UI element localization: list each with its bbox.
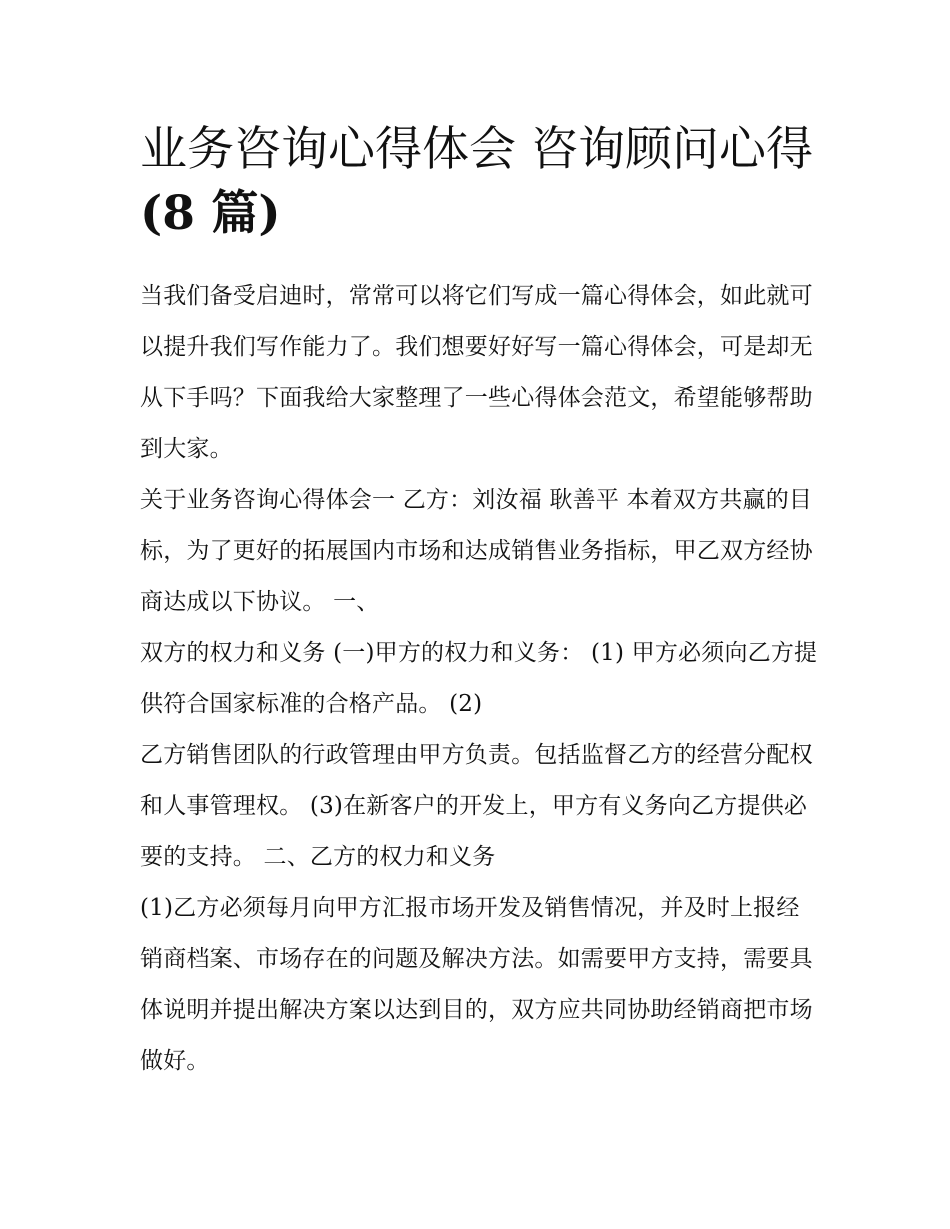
title-suffix: 篇): [194, 186, 281, 241]
title-text: 业务咨询心得体会 咨询顾问心得: [140, 122, 813, 177]
paragraph-rights-party-b: (1)乙方必须每月向甲方汇报市场开发及销售情况，并及时上报经销商档案、市场存在的问题及解决方法。如需要甲方支持，需要具体说明并提出解决方案以达到目的，双方应共同协助经销商把市场做好。: [140, 895, 813, 1074]
paragraph-management: 乙方销售团队的行政管理由甲方负责。包括监督乙方的经营分配权和人事管理权。 (3)在新客户的开发上，甲方有义务向乙方提供必要的支持。 二、乙方的权力和义务: [140, 742, 813, 870]
paragraph-rights-party-a: 双方的权力和义务 (一)甲方的权力和义务： (1) 甲方必须向乙方提供符合国家标准的合格产品。 (2): [140, 640, 818, 717]
paragraph-parties: 关于业务咨询心得体会一 乙方：刘汝福 耿善平 本着双方共赢的目标，为了更好的拓展国内市场和达成销售业务指标，甲乙双方经协商达成以下协议。 一、: [140, 487, 813, 615]
title-number: (8: [140, 186, 195, 241]
document-page: [140, 118, 820, 1087]
paragraph-intro: 当我们备受启迪时，常常可以将它们写成一篇心得体会，如此就可以提升我们写作能力了。我们想要好好写一篇心得体会，可是却无从下手吗？下面我给大家整理了一些心得体会范文，希望能够帮助到大家。: [140, 283, 813, 462]
document-title: [140, 118, 820, 246]
